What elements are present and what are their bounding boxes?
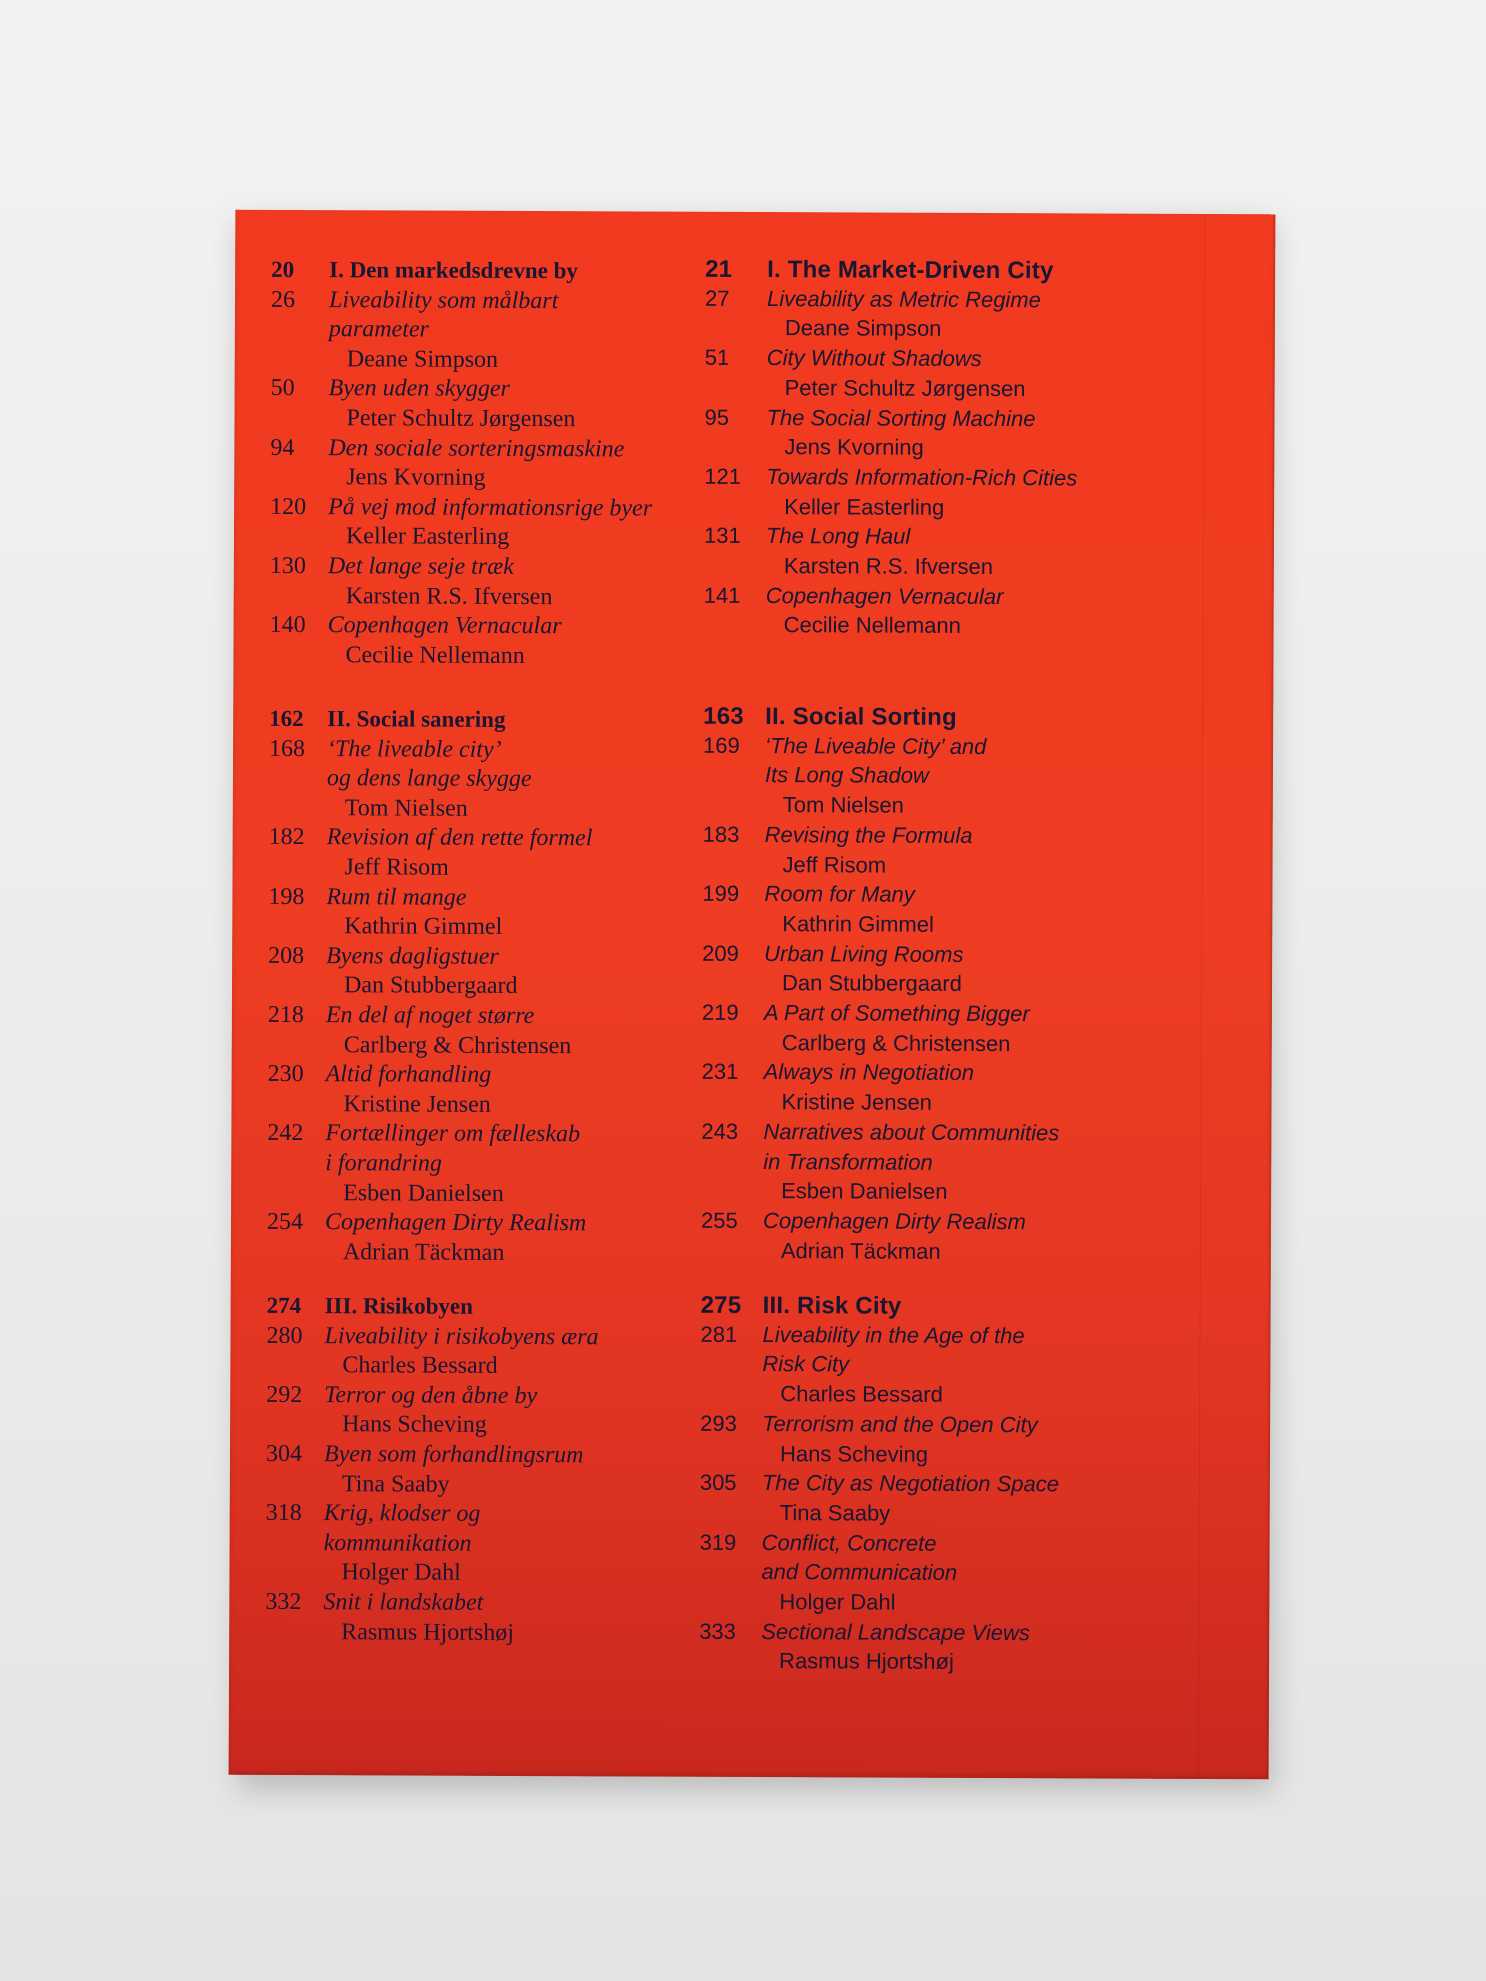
entry-author: Esben Danielsen [343, 1179, 504, 1207]
page-number: 208 [268, 942, 305, 969]
entry-title: Revising the Formula [764, 821, 973, 848]
page-number: 305 [699, 1469, 737, 1496]
entry-author: Peter Schultz Jørgensen [346, 405, 576, 433]
entry-title: A Part of Something Bigger [763, 1000, 1030, 1027]
entry-title: Terrorism and the Open City [762, 1410, 1038, 1438]
page-number: 169 [703, 732, 740, 758]
entry-title: Byen som forhandlingsrum [323, 1441, 584, 1469]
entry-author: Deane Simpson [346, 346, 499, 373]
page-number: 95 [704, 404, 730, 430]
entry-title: Conflict, Concrete [761, 1529, 937, 1556]
entry-author: Jens Kvorning [784, 434, 924, 460]
entry-title: På vej mod informationsrige byer [328, 493, 653, 522]
entry-author: Carlberg & Christensen [781, 1029, 1011, 1056]
entry-title: Copenhagen Dirty Realism [762, 1207, 1026, 1235]
page-number: 20 [271, 256, 295, 282]
entry-author: Cecilie Nellemann [783, 612, 961, 639]
page-number: 219 [701, 999, 739, 1025]
entry-title: parameter [328, 316, 429, 343]
entry-author: Karsten R.S. Ifversen [783, 553, 994, 580]
entry-title: The City as Negotiation Space [761, 1470, 1060, 1497]
book-back-cover [229, 210, 1276, 1780]
page-number: 281 [700, 1321, 738, 1347]
entry-title: Urban Living Rooms [764, 940, 964, 967]
page-number: 255 [700, 1207, 738, 1233]
entry-author: Cecilie Nellemann [345, 642, 525, 669]
entry-title: Byen uden skygger [328, 375, 510, 403]
entry-title: Byens dagligstuer [326, 942, 499, 970]
entry-author: Charles Bessard [342, 1352, 498, 1380]
entry-title: En del af noget større [325, 1002, 535, 1030]
entry-title: Det lange seje træk [327, 553, 514, 580]
entry-author: Holger Dahl [779, 1589, 896, 1615]
entry-author: Kristine Jensen [343, 1091, 491, 1118]
page-number: 198 [268, 883, 305, 910]
entry-title: i forandring [325, 1150, 443, 1177]
entry-author: Dan Stubbergaard [343, 972, 518, 1000]
entry-author: Holger Dahl [341, 1559, 461, 1587]
page-number: 293 [700, 1410, 737, 1436]
page-number: 333 [699, 1618, 736, 1644]
page-number: 292 [266, 1381, 303, 1408]
entry-title: Rum til mange [326, 883, 467, 911]
entry-title: ‘The Liveable City’ and [765, 732, 987, 759]
entry-author: Tina Saaby [341, 1470, 450, 1498]
entry-title: og dens lange skygge [326, 765, 532, 793]
page-number: 140 [269, 612, 306, 639]
entry-title: ‘The liveable city’ [327, 735, 502, 763]
entry-author: Kathrin Gimmel [344, 913, 503, 941]
entry-title: Copenhagen Vernacular [765, 582, 1004, 609]
entry-title: Liveability as Metric Regime [766, 285, 1041, 312]
page-number: 182 [268, 824, 305, 851]
entry-author: Kathrin Gimmel [782, 911, 934, 937]
section-heading: I. Den markedsdrevne by [329, 257, 578, 284]
page-number: 332 [265, 1588, 302, 1616]
page-number: 304 [265, 1440, 303, 1468]
entry-title: Fortællinger om fælleskab [325, 1120, 581, 1148]
entry-author: Jens Kvorning [346, 464, 486, 492]
section-heading: III. Risk City [762, 1292, 902, 1320]
page-number: 243 [701, 1118, 739, 1144]
page-number: 120 [270, 493, 307, 520]
page-number: 168 [269, 735, 306, 762]
entry-title: in Transformation [763, 1148, 933, 1175]
entry-author: Jeff Risom [344, 854, 449, 881]
entry-author: Rasmus Hjortshøj [341, 1618, 514, 1646]
page-number: 274 [266, 1292, 302, 1319]
page-number: 141 [703, 582, 741, 608]
section-heading: I. The Market-Driven City [767, 256, 1054, 285]
entry-author: Tom Nielsen [782, 792, 904, 818]
entry-author: Tom Nielsen [344, 795, 468, 822]
page-number: 51 [704, 344, 730, 370]
section-heading: III. Risikobyen [324, 1293, 473, 1319]
section-heading: II. Social sanering [327, 706, 506, 732]
entry-title: Copenhagen Dirty Realism [324, 1209, 587, 1237]
entry-title: and Communication [761, 1559, 958, 1586]
entry-title: Snit i landskabet [323, 1589, 484, 1616]
page-number: 209 [702, 940, 739, 966]
entry-title: kommunikation [323, 1529, 472, 1557]
page-number: 27 [704, 285, 730, 311]
english-contents-column [699, 212, 1225, 1675]
page-number: 231 [701, 1059, 739, 1085]
entry-author: Peter Schultz Jørgensen [784, 374, 1026, 401]
entry-title: Always in Negotiation [763, 1059, 975, 1086]
page-number: 319 [699, 1529, 737, 1555]
entry-title: Towards Information-Rich Cities [766, 463, 1078, 491]
entry-title: Copenhagen Vernacular [327, 612, 562, 640]
entry-author: Adrian Täckman [780, 1237, 941, 1264]
entry-title: Risk City [762, 1351, 850, 1377]
entry-title: Revision af den rette formel [326, 824, 593, 852]
page-number: 254 [266, 1209, 304, 1236]
entry-title: The Long Haul [765, 523, 911, 549]
entry-author: Kristine Jensen [781, 1089, 933, 1115]
entry-title: Terror og den åbne by [324, 1381, 538, 1409]
page-number: 183 [702, 821, 740, 847]
entry-author: Dan Stubbergaard [781, 970, 962, 997]
entry-author: Carlberg & Christensen [343, 1031, 572, 1059]
entry-title: Its Long Shadow [764, 762, 929, 789]
entry-author: Rasmus Hjortshøj [779, 1648, 954, 1675]
entry-title: Krig, klodser og [323, 1500, 481, 1528]
entry-author: Hans Scheving [779, 1440, 929, 1467]
entry-title: Room for Many [764, 881, 915, 907]
page-number: 94 [270, 434, 295, 461]
entry-title: Liveability i risikobyens æra [324, 1322, 599, 1350]
page-number: 218 [267, 1001, 304, 1029]
page-number: 130 [269, 552, 306, 580]
page-number: 121 [704, 463, 742, 489]
page-number: 50 [270, 375, 295, 402]
entry-title: Narratives about Communities [763, 1118, 1060, 1146]
page-number: 26 [270, 286, 296, 313]
entry-title: Sectional Landscape Views [761, 1618, 1030, 1645]
section-heading: II. Social Sorting [765, 703, 957, 731]
page-number: 163 [703, 702, 744, 730]
entry-title: The Social Sorting Machine [766, 404, 1036, 431]
cover-fold-line [1198, 214, 1206, 1779]
entry-title: Den sociale sorteringsmaskine [328, 434, 625, 463]
entry-author: Hans Scheving [342, 1411, 487, 1439]
page-number: 275 [700, 1291, 742, 1319]
danish-contents-column [235, 210, 695, 1646]
entry-title: Liveability som målbart [328, 286, 559, 314]
entry-author: Adrian Täckman [342, 1239, 505, 1266]
entry-title: City Without Shadows [766, 345, 982, 372]
entry-author: Keller Easterling [345, 523, 510, 551]
entry-author: Esben Danielsen [781, 1178, 948, 1205]
page-number: 162 [269, 705, 304, 732]
entry-author: Charles Bessard [780, 1381, 943, 1407]
entry-author: Deane Simpson [784, 315, 942, 342]
page-number: 280 [266, 1322, 303, 1349]
page-number: 242 [267, 1120, 304, 1147]
entry-author: Tina Saaby [779, 1500, 891, 1526]
entry-author: Keller Easterling [784, 493, 945, 520]
page-number: 21 [705, 255, 733, 283]
entry-author: Jeff Risom [782, 851, 887, 878]
entry-author: Karsten R.S. Ifversen [345, 582, 553, 610]
page-number: 131 [703, 523, 741, 549]
page-number: 318 [265, 1500, 302, 1527]
page-number: 199 [702, 880, 740, 907]
page-number: 230 [267, 1061, 304, 1088]
entry-title: Altid forhandling [325, 1061, 492, 1089]
entry-title: Liveability in the Age of the [762, 1321, 1025, 1348]
